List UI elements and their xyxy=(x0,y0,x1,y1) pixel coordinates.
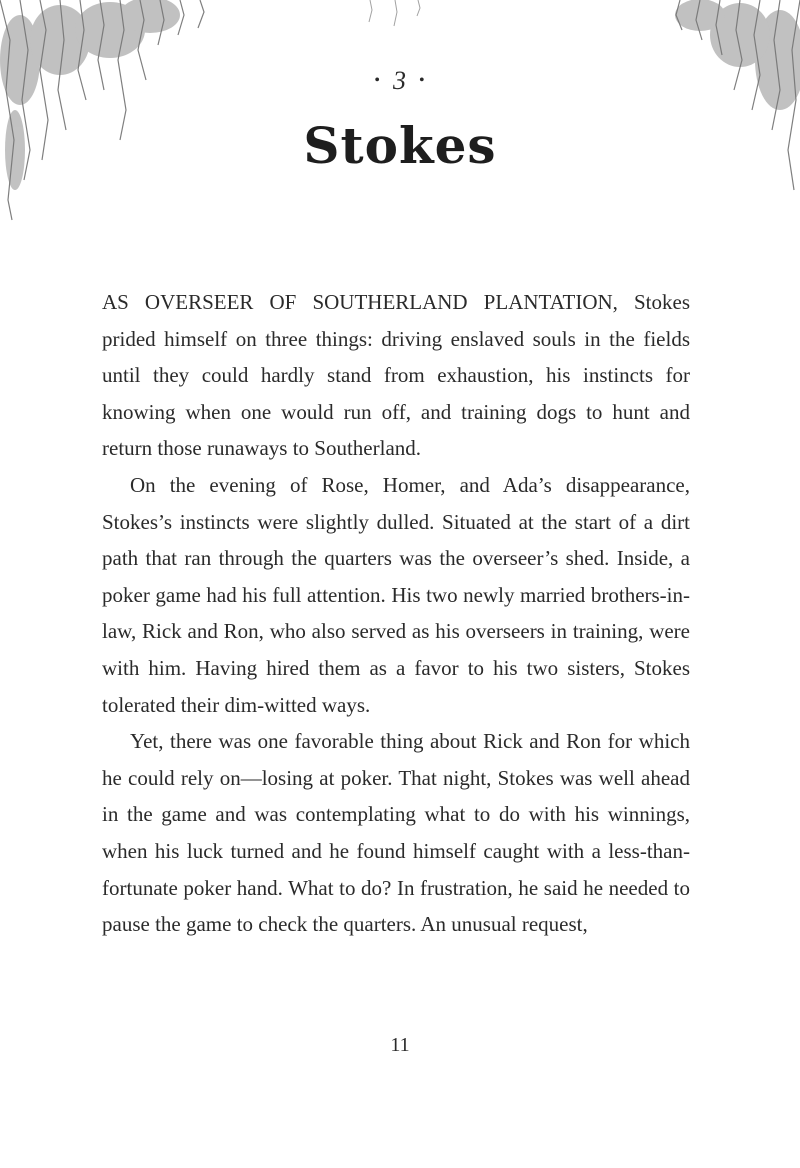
paragraph-3: Yet, there was one favorable thing about Rick and Ron for which he could rely on—losing at poker. That night, Stokes was well ahead in the game and was contemplating what to do with his winnings, when his luck turned and he found himself caught with a less-than-fortunate poker hand. What to do? In frustration, he said he needed to pause the game to check the quarters. An unusual request, xyxy=(102,729,690,937)
chapter-number-value: 3 xyxy=(393,66,407,95)
chapter-body xyxy=(102,284,690,943)
chapter-number xyxy=(0,66,800,96)
paragraph-1: AS OVERSEER OF SOUTHERLAND PLANTATION, Stokes prided himself on three things: driving enslaved souls in the fields until they could hardly stand from exhaustion, his instincts for knowing when one would run off, and training dogs to hunt and return those runaways to Southerland. xyxy=(102,290,690,461)
hanging-moss-top-illustration xyxy=(360,0,430,30)
paragraph-2: On the evening of Rose, Homer, and Ada’s disappearance, Stokes’s instincts were slightly dulled. Situated at the start of a dirt path that ran through the quarters was the overseer’s shed. Inside, a poker game had his full attention. His two newly married brothers-in-law, Rick and Ron, who also served as his overseers in training, were with him. Having hired them as a favor to his two sisters, Stokes tolerated their dim-witted ways. xyxy=(102,472,690,717)
hanging-moss-left-illustration xyxy=(0,0,240,230)
chapter-bullet-left: • xyxy=(374,72,381,89)
page-number: 11 xyxy=(390,1034,410,1056)
chapter-bullet-right: • xyxy=(419,72,426,89)
chapter-title: Stokes xyxy=(303,116,497,175)
